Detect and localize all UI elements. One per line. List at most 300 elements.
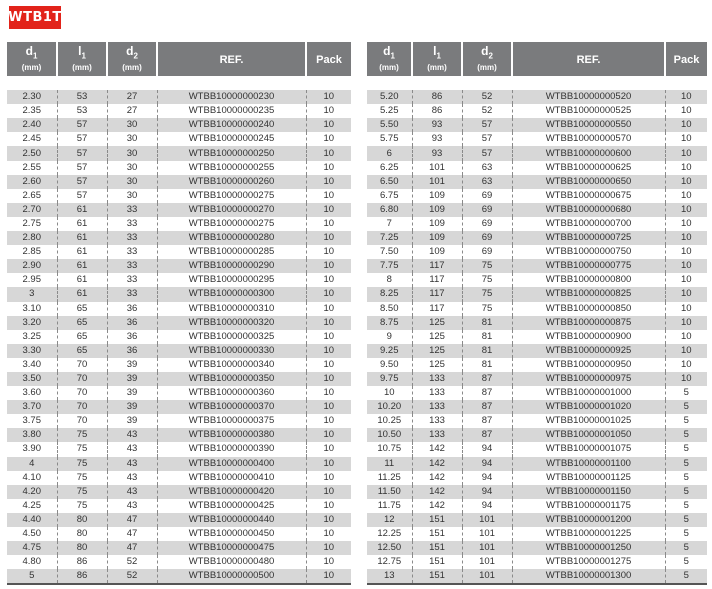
cell-l1: 65: [57, 344, 107, 358]
cell-l1: 93: [412, 146, 462, 160]
cell-l1: 151: [412, 569, 462, 584]
cell-l1: 57: [57, 118, 107, 132]
cell-l1: 75: [57, 442, 107, 456]
cell-d1: 2.95: [7, 273, 57, 287]
cell-pack: 10: [306, 555, 351, 569]
cell-d2: 81: [462, 344, 512, 358]
cell-ref: WTBB10000000250: [157, 146, 306, 160]
cell-ref: WTBB10000000950: [512, 358, 665, 372]
cell-ref: WTBB10000001100: [512, 457, 665, 471]
table-row: [367, 245, 707, 259]
cell-ref: WTBB10000001225: [512, 527, 665, 541]
cell-ref: WTBB10000000330: [157, 344, 306, 358]
cell-d1: 11.25: [367, 471, 412, 485]
cell-ref: WTBB10000001275: [512, 555, 665, 569]
right-spec-table: [367, 42, 707, 585]
cell-pack: 10: [306, 344, 351, 358]
table-row: [7, 245, 351, 259]
table-row: [367, 231, 707, 245]
cell-pack: 10: [306, 316, 351, 330]
table-row: [367, 428, 707, 442]
cell-pack: 5: [665, 386, 707, 400]
cell-l1: 65: [57, 302, 107, 316]
cell-d1: 2.90: [7, 259, 57, 273]
table-row: [367, 414, 707, 428]
cell-ref: WTBB10000000280: [157, 231, 306, 245]
cell-l1: 133: [412, 428, 462, 442]
cell-l1: 109: [412, 245, 462, 259]
cell-d1: 2.45: [7, 132, 57, 146]
cell-pack: 10: [306, 217, 351, 231]
cell-pack: 5: [665, 442, 707, 456]
cell-ref: WTBB10000000245: [157, 132, 306, 146]
cell-d2: 30: [107, 146, 157, 160]
cell-d1: 2.80: [7, 231, 57, 245]
cell-d2: 69: [462, 189, 512, 203]
cell-d2: 94: [462, 471, 512, 485]
cell-d2: 33: [107, 287, 157, 301]
cell-l1: 117: [412, 273, 462, 287]
cell-d1: 2.75: [7, 217, 57, 231]
cell-pack: 5: [665, 414, 707, 428]
cell-d1: 3.10: [7, 302, 57, 316]
cell-pack: 10: [306, 118, 351, 132]
cell-d2: 52: [107, 555, 157, 569]
cell-d1: 3.75: [7, 414, 57, 428]
table-row: [7, 386, 351, 400]
cell-pack: 10: [665, 358, 707, 372]
cell-ref: WTBB10000001200: [512, 513, 665, 527]
cell-d1: 8.50: [367, 302, 412, 316]
cell-d1: 2.60: [7, 175, 57, 189]
cell-pack: 5: [665, 569, 707, 584]
cell-pack: 10: [306, 146, 351, 160]
cell-ref: WTBB10000001020: [512, 400, 665, 414]
cell-ref: WTBB10000000290: [157, 259, 306, 273]
cell-ref: WTBB10000000600: [512, 146, 665, 160]
cell-l1: 86: [412, 104, 462, 118]
cell-pack: 10: [306, 372, 351, 386]
cell-l1: 57: [57, 189, 107, 203]
cell-pack: 10: [306, 400, 351, 414]
cell-ref: WTBB10000001025: [512, 414, 665, 428]
cell-d1: 6.80: [367, 203, 412, 217]
cell-ref: WTBB10000000680: [512, 203, 665, 217]
cell-pack: 10: [306, 132, 351, 146]
table-row: [7, 203, 351, 217]
header-d1: $d_1$ (mm): [7, 42, 57, 76]
cell-pack: 10: [665, 259, 707, 273]
table-row: [7, 555, 351, 569]
cell-pack: 10: [665, 203, 707, 217]
table-header-row: [7, 42, 351, 76]
cell-d2: 87: [462, 386, 512, 400]
cell-l1: 86: [57, 569, 107, 584]
cell-ref: WTBB10000000900: [512, 330, 665, 344]
table-row: [367, 372, 707, 386]
cell-ref: WTBB10000001050: [512, 428, 665, 442]
table-row: [7, 569, 351, 584]
cell-l1: 125: [412, 330, 462, 344]
cell-ref: WTBB10000000370: [157, 400, 306, 414]
cell-d2: 57: [462, 132, 512, 146]
table-row: [367, 203, 707, 217]
cell-d1: 6.75: [367, 189, 412, 203]
cell-pack: 10: [665, 302, 707, 316]
cell-pack: 10: [306, 161, 351, 175]
cell-ref: WTBB10000000775: [512, 259, 665, 273]
cell-l1: 151: [412, 527, 462, 541]
cell-d1: 11.75: [367, 499, 412, 513]
cell-d2: 27: [107, 104, 157, 118]
cell-l1: 57: [57, 132, 107, 146]
cell-d1: 3.30: [7, 344, 57, 358]
cell-ref: WTBB10000000975: [512, 372, 665, 386]
cell-d2: 43: [107, 499, 157, 513]
cell-d1: 3.50: [7, 372, 57, 386]
cell-d1: 7.50: [367, 245, 412, 259]
cell-pack: 10: [665, 217, 707, 231]
table-row: [367, 541, 707, 555]
cell-d2: 63: [462, 161, 512, 175]
product-code-badge: WTB1T: [9, 6, 61, 29]
left-table-body: [7, 90, 351, 584]
cell-l1: 75: [57, 428, 107, 442]
cell-pack: 10: [665, 287, 707, 301]
cell-pack: 10: [306, 104, 351, 118]
cell-d2: 30: [107, 161, 157, 175]
table-row: [7, 316, 351, 330]
header-d2: $d_2$ (mm): [462, 42, 512, 76]
cell-l1: 80: [57, 527, 107, 541]
cell-pack: 5: [665, 457, 707, 471]
cell-ref: WTBB10000000230: [157, 90, 306, 104]
cell-l1: 70: [57, 400, 107, 414]
cell-d1: 9: [367, 330, 412, 344]
table-row: [7, 132, 351, 146]
cell-d1: 9.75: [367, 372, 412, 386]
cell-d2: 101: [462, 555, 512, 569]
table-row: [367, 90, 707, 104]
cell-d1: 3.40: [7, 358, 57, 372]
cell-d1: 10.50: [367, 428, 412, 442]
table-row: [367, 442, 707, 456]
cell-pack: 10: [665, 175, 707, 189]
cell-d1: 8: [367, 273, 412, 287]
cell-ref: WTBB10000000390: [157, 442, 306, 456]
cell-d2: 52: [462, 104, 512, 118]
cell-ref: WTBB10000000360: [157, 386, 306, 400]
cell-d2: 75: [462, 287, 512, 301]
table-row: [7, 90, 351, 104]
cell-d1: 5.50: [367, 118, 412, 132]
cell-ref: WTBB10000000825: [512, 287, 665, 301]
cell-pack: 10: [665, 90, 707, 104]
cell-l1: 142: [412, 471, 462, 485]
cell-ref: WTBB10000000325: [157, 330, 306, 344]
cell-d2: 75: [462, 259, 512, 273]
cell-pack: 10: [306, 287, 351, 301]
cell-d2: 94: [462, 485, 512, 499]
cell-d1: 5.20: [367, 90, 412, 104]
table-row: [367, 104, 707, 118]
cell-d1: 3.90: [7, 442, 57, 456]
cell-d1: 6.50: [367, 175, 412, 189]
cell-pack: 5: [665, 428, 707, 442]
cell-d1: 12: [367, 513, 412, 527]
table-row: [7, 358, 351, 372]
table-row: [7, 400, 351, 414]
table-row: [367, 457, 707, 471]
table-row: [7, 217, 351, 231]
table-row: [7, 372, 351, 386]
cell-l1: 53: [57, 90, 107, 104]
cell-d2: 36: [107, 302, 157, 316]
table-row: [7, 273, 351, 287]
cell-d1: 11.50: [367, 485, 412, 499]
cell-d2: 36: [107, 344, 157, 358]
cell-l1: 117: [412, 287, 462, 301]
cell-d2: 101: [462, 569, 512, 584]
cell-d1: 4.50: [7, 527, 57, 541]
cell-ref: WTBB10000000420: [157, 485, 306, 499]
cell-pack: 5: [665, 513, 707, 527]
cell-pack: 10: [665, 344, 707, 358]
cell-d1: 13: [367, 569, 412, 584]
cell-l1: 61: [57, 273, 107, 287]
table-row: [367, 146, 707, 160]
cell-d1: 3.20: [7, 316, 57, 330]
cell-l1: 151: [412, 541, 462, 555]
cell-pack: 10: [306, 330, 351, 344]
cell-l1: 70: [57, 414, 107, 428]
cell-l1: 75: [57, 499, 107, 513]
cell-ref: WTBB10000000255: [157, 161, 306, 175]
cell-ref: WTBB10000001150: [512, 485, 665, 499]
cell-ref: WTBB10000000450: [157, 527, 306, 541]
cell-d1: 7.25: [367, 231, 412, 245]
cell-d2: 36: [107, 330, 157, 344]
cell-pack: 10: [306, 386, 351, 400]
cell-ref: WTBB10000000275: [157, 189, 306, 203]
cell-l1: 142: [412, 442, 462, 456]
cell-l1: 57: [57, 175, 107, 189]
cell-ref: WTBB10000000410: [157, 471, 306, 485]
table-row: [7, 287, 351, 301]
cell-d1: 4: [7, 457, 57, 471]
cell-d1: 6: [367, 146, 412, 160]
cell-ref: WTBB10000000750: [512, 245, 665, 259]
table-row: [367, 527, 707, 541]
cell-d2: 36: [107, 316, 157, 330]
cell-d2: 39: [107, 372, 157, 386]
table-row: [7, 118, 351, 132]
cell-ref: WTBB10000000675: [512, 189, 665, 203]
table-row: [367, 513, 707, 527]
cell-d1: 3.60: [7, 386, 57, 400]
cell-pack: 10: [306, 414, 351, 428]
cell-l1: 61: [57, 245, 107, 259]
cell-d1: 12.25: [367, 527, 412, 541]
cell-pack: 10: [665, 273, 707, 287]
cell-d2: 69: [462, 217, 512, 231]
cell-d2: 75: [462, 273, 512, 287]
table-row: [7, 471, 351, 485]
table-row: [7, 541, 351, 555]
cell-d1: 4.75: [7, 541, 57, 555]
cell-ref: WTBB10000001250: [512, 541, 665, 555]
table-row: [7, 302, 351, 316]
cell-d2: 81: [462, 316, 512, 330]
table-row: [367, 302, 707, 316]
cell-l1: 65: [57, 330, 107, 344]
cell-l1: 75: [57, 457, 107, 471]
table-row: [7, 330, 351, 344]
cell-d1: 10.75: [367, 442, 412, 456]
cell-ref: WTBB10000000550: [512, 118, 665, 132]
cell-l1: 75: [57, 471, 107, 485]
header-pack: Pack: [665, 42, 707, 76]
cell-pack: 10: [306, 273, 351, 287]
cell-d1: 2.85: [7, 245, 57, 259]
cell-l1: 57: [57, 161, 107, 175]
table-row: [367, 217, 707, 231]
cell-l1: 133: [412, 400, 462, 414]
cell-d1: 3.25: [7, 330, 57, 344]
cell-ref: WTBB10000000295: [157, 273, 306, 287]
cell-pack: 10: [665, 372, 707, 386]
cell-d2: 52: [462, 90, 512, 104]
table-row: [7, 457, 351, 471]
cell-pack: 10: [306, 90, 351, 104]
cell-ref: WTBB10000001300: [512, 569, 665, 584]
cell-pack: 10: [306, 302, 351, 316]
cell-d1: 3.80: [7, 428, 57, 442]
cell-d2: 101: [462, 541, 512, 555]
cell-ref: WTBB10000000375: [157, 414, 306, 428]
cell-ref: WTBB10000000240: [157, 118, 306, 132]
cell-d2: 43: [107, 442, 157, 456]
cell-l1: 61: [57, 259, 107, 273]
cell-ref: WTBB10000000875: [512, 316, 665, 330]
table-row: [367, 569, 707, 584]
table-row: [7, 175, 351, 189]
cell-l1: 80: [57, 541, 107, 555]
cell-ref: WTBB10000000320: [157, 316, 306, 330]
cell-l1: 93: [412, 118, 462, 132]
cell-d2: 81: [462, 330, 512, 344]
cell-d2: 33: [107, 245, 157, 259]
cell-ref: WTBB10000000570: [512, 132, 665, 146]
cell-pack: 10: [665, 316, 707, 330]
cell-d1: 4.25: [7, 499, 57, 513]
cell-d1: 12.75: [367, 555, 412, 569]
cell-pack: 10: [306, 245, 351, 259]
cell-l1: 133: [412, 386, 462, 400]
table-row: [7, 527, 351, 541]
table-row: [367, 316, 707, 330]
cell-l1: 109: [412, 203, 462, 217]
cell-d1: 3: [7, 287, 57, 301]
cell-pack: 10: [306, 203, 351, 217]
cell-l1: 109: [412, 189, 462, 203]
cell-ref: WTBB10000000425: [157, 499, 306, 513]
cell-d1: 9.25: [367, 344, 412, 358]
cell-d1: 7: [367, 217, 412, 231]
cell-ref: WTBB10000000475: [157, 541, 306, 555]
cell-d2: 30: [107, 132, 157, 146]
table-row: [367, 485, 707, 499]
cell-d2: 87: [462, 400, 512, 414]
cell-d2: 94: [462, 457, 512, 471]
cell-d2: 43: [107, 428, 157, 442]
cell-d1: 5: [7, 569, 57, 584]
cell-l1: 57: [57, 146, 107, 160]
cell-pack: 5: [665, 555, 707, 569]
cell-d1: 11: [367, 457, 412, 471]
cell-d2: 69: [462, 231, 512, 245]
cell-l1: 61: [57, 231, 107, 245]
cell-pack: 10: [306, 499, 351, 513]
cell-l1: 109: [412, 231, 462, 245]
cell-d2: 81: [462, 358, 512, 372]
cell-d2: 33: [107, 273, 157, 287]
cell-ref: WTBB10000000270: [157, 203, 306, 217]
cell-l1: 101: [412, 161, 462, 175]
cell-d1: 10: [367, 386, 412, 400]
header-d2: $d_2$ (mm): [107, 42, 157, 76]
cell-ref: WTBB10000001175: [512, 499, 665, 513]
cell-pack: 10: [665, 231, 707, 245]
cell-d2: 30: [107, 175, 157, 189]
cell-ref: WTBB10000001125: [512, 471, 665, 485]
cell-d2: 30: [107, 118, 157, 132]
cell-d2: 75: [462, 302, 512, 316]
cell-d2: 52: [107, 569, 157, 584]
cell-l1: 133: [412, 414, 462, 428]
table-row: [7, 189, 351, 203]
cell-pack: 10: [306, 513, 351, 527]
cell-d2: 27: [107, 90, 157, 104]
cell-ref: WTBB10000000925: [512, 344, 665, 358]
cell-ref: WTBB10000000400: [157, 457, 306, 471]
cell-l1: 70: [57, 372, 107, 386]
table-row: [367, 330, 707, 344]
cell-ref: WTBB10000000800: [512, 273, 665, 287]
cell-d2: 57: [462, 118, 512, 132]
cell-pack: 5: [665, 471, 707, 485]
cell-ref: WTBB10000001000: [512, 386, 665, 400]
cell-d1: 4.10: [7, 471, 57, 485]
cell-pack: 10: [306, 541, 351, 555]
table-row: [7, 414, 351, 428]
cell-d2: 39: [107, 414, 157, 428]
cell-ref: WTBB10000000700: [512, 217, 665, 231]
cell-l1: 93: [412, 132, 462, 146]
cell-l1: 125: [412, 316, 462, 330]
cell-ref: WTBB10000000285: [157, 245, 306, 259]
cell-d2: 30: [107, 189, 157, 203]
cell-d2: 33: [107, 231, 157, 245]
cell-ref: WTBB10000000520: [512, 90, 665, 104]
table-row: [7, 485, 351, 499]
cell-d1: 8.75: [367, 316, 412, 330]
cell-l1: 86: [412, 90, 462, 104]
cell-l1: 70: [57, 386, 107, 400]
cell-d1: 5.75: [367, 132, 412, 146]
cell-d1: 5.25: [367, 104, 412, 118]
cell-pack: 10: [306, 485, 351, 499]
